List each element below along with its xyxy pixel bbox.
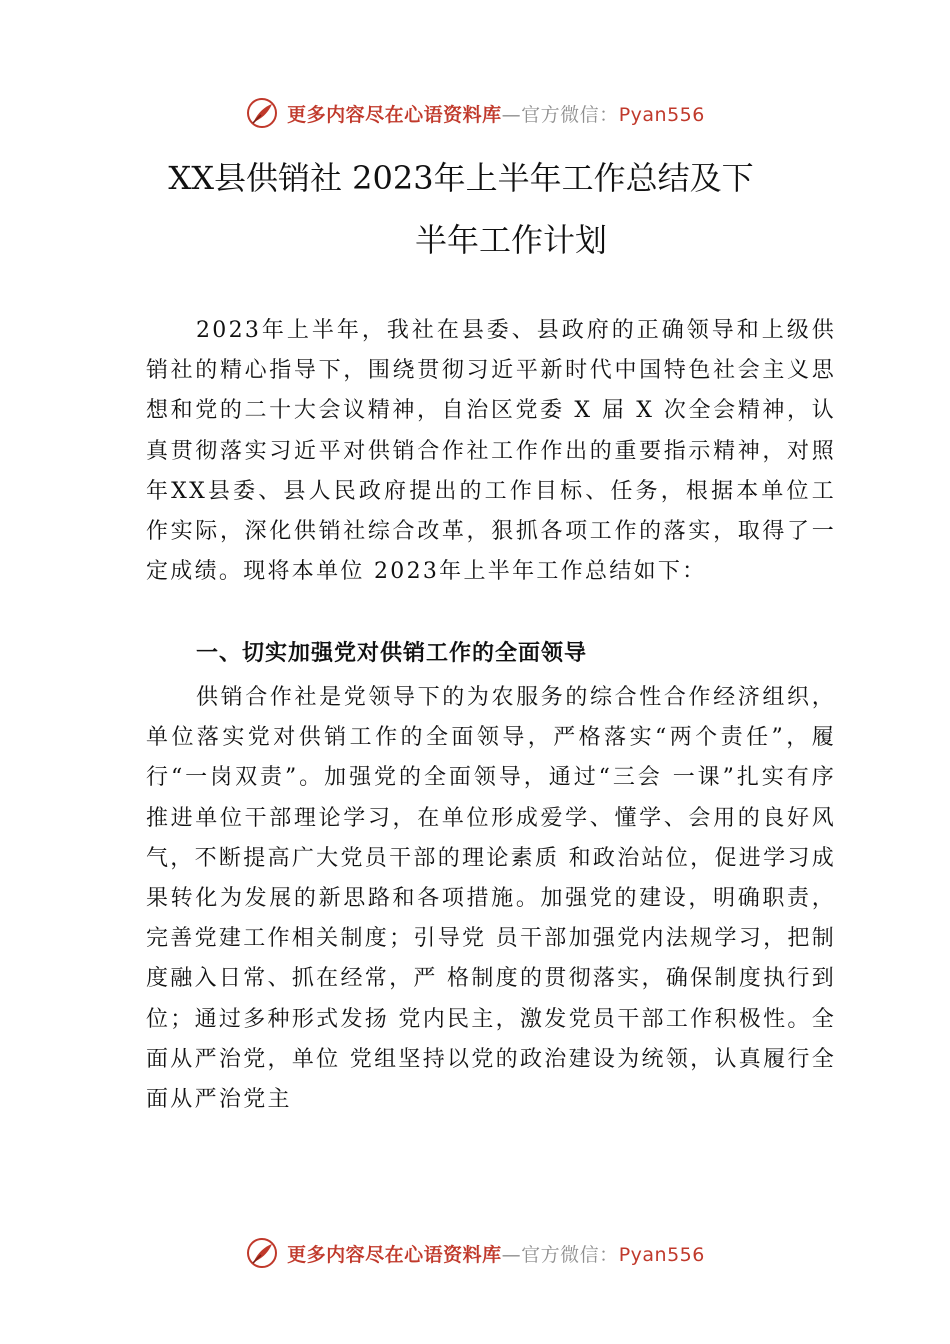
watermark-brand: 更多内容尽在心语资料库 — [287, 103, 502, 126]
watermark-separator: — — [501, 103, 522, 126]
watermark-separator: — — [501, 1243, 522, 1266]
document-title-line1: XX县供销社 2023年上半年工作总结及下 — [168, 159, 754, 197]
section-heading-1: 一、切实加强党对供销工作的全面领导 — [196, 641, 588, 666]
watermark-wechat-label: 官方微信： — [521, 1243, 619, 1266]
paragraph-intro: 2023年上半年，我社在县委、县政府的正确领导和上级供销社的精心指导下，围绕贯彻习近平新时代中国特色社会主义思想和党的二十大会议精神，自治区党委 X 届 X 次全会精神，认真贯彻落实习近平对供销合作社工作作出的重要指示精神，对照年XX县委、县人民政府提出的工作目标、任务，根据本单位工作实际，深化供销社综合改革，狠抓各项工作的落实，取得了一定成绩。现将本单位 2023年上半年工作总结如下： — [146, 318, 836, 585]
watermark-wechat-id: Pyan556 — [618, 1243, 705, 1266]
watermark-text — [287, 1240, 705, 1267]
watermark-brand: 更多内容尽在心语资料库 — [287, 1243, 502, 1266]
watermark-header — [0, 96, 950, 130]
paragraph-section-1: 供销合作社是党领导下的为农服务的综合性合作经济组织，单位落实党对供销工作的全面领导，严格落实“两个责任”，履行“一岗双责”。加强党的全面领导，通过“三会 一课”扎实有序推进单位干部理论学习，在单位形成爱学、懂学、会用的良好风气，不断提高广大党员干部的理论素质 和政治站位，促进学习成果转化为发展的新思路和各项措施。加强党的建设，明确职责，完善党建工作相关制度；引导党 员干部加强党内法规学习，把制度融入日常、抓在经常，严 格制度的贯彻落实，确保制度执行到位；通过多种形式发扬 党内民主，激发党员干部工作积极性。全面从严治党，单位 党组坚持以党的政治建设为统领，认真履行全面从严治党主 — [146, 685, 836, 1113]
feather-pen-icon — [245, 1236, 279, 1270]
feather-pen-icon — [245, 96, 279, 130]
watermark-text — [287, 100, 705, 127]
document-title-line2: 半年工作计划 — [414, 221, 607, 259]
watermark-wechat-id: Pyan556 — [618, 103, 705, 126]
watermark-footer — [0, 1236, 950, 1270]
watermark-wechat-label: 官方微信： — [521, 103, 619, 126]
